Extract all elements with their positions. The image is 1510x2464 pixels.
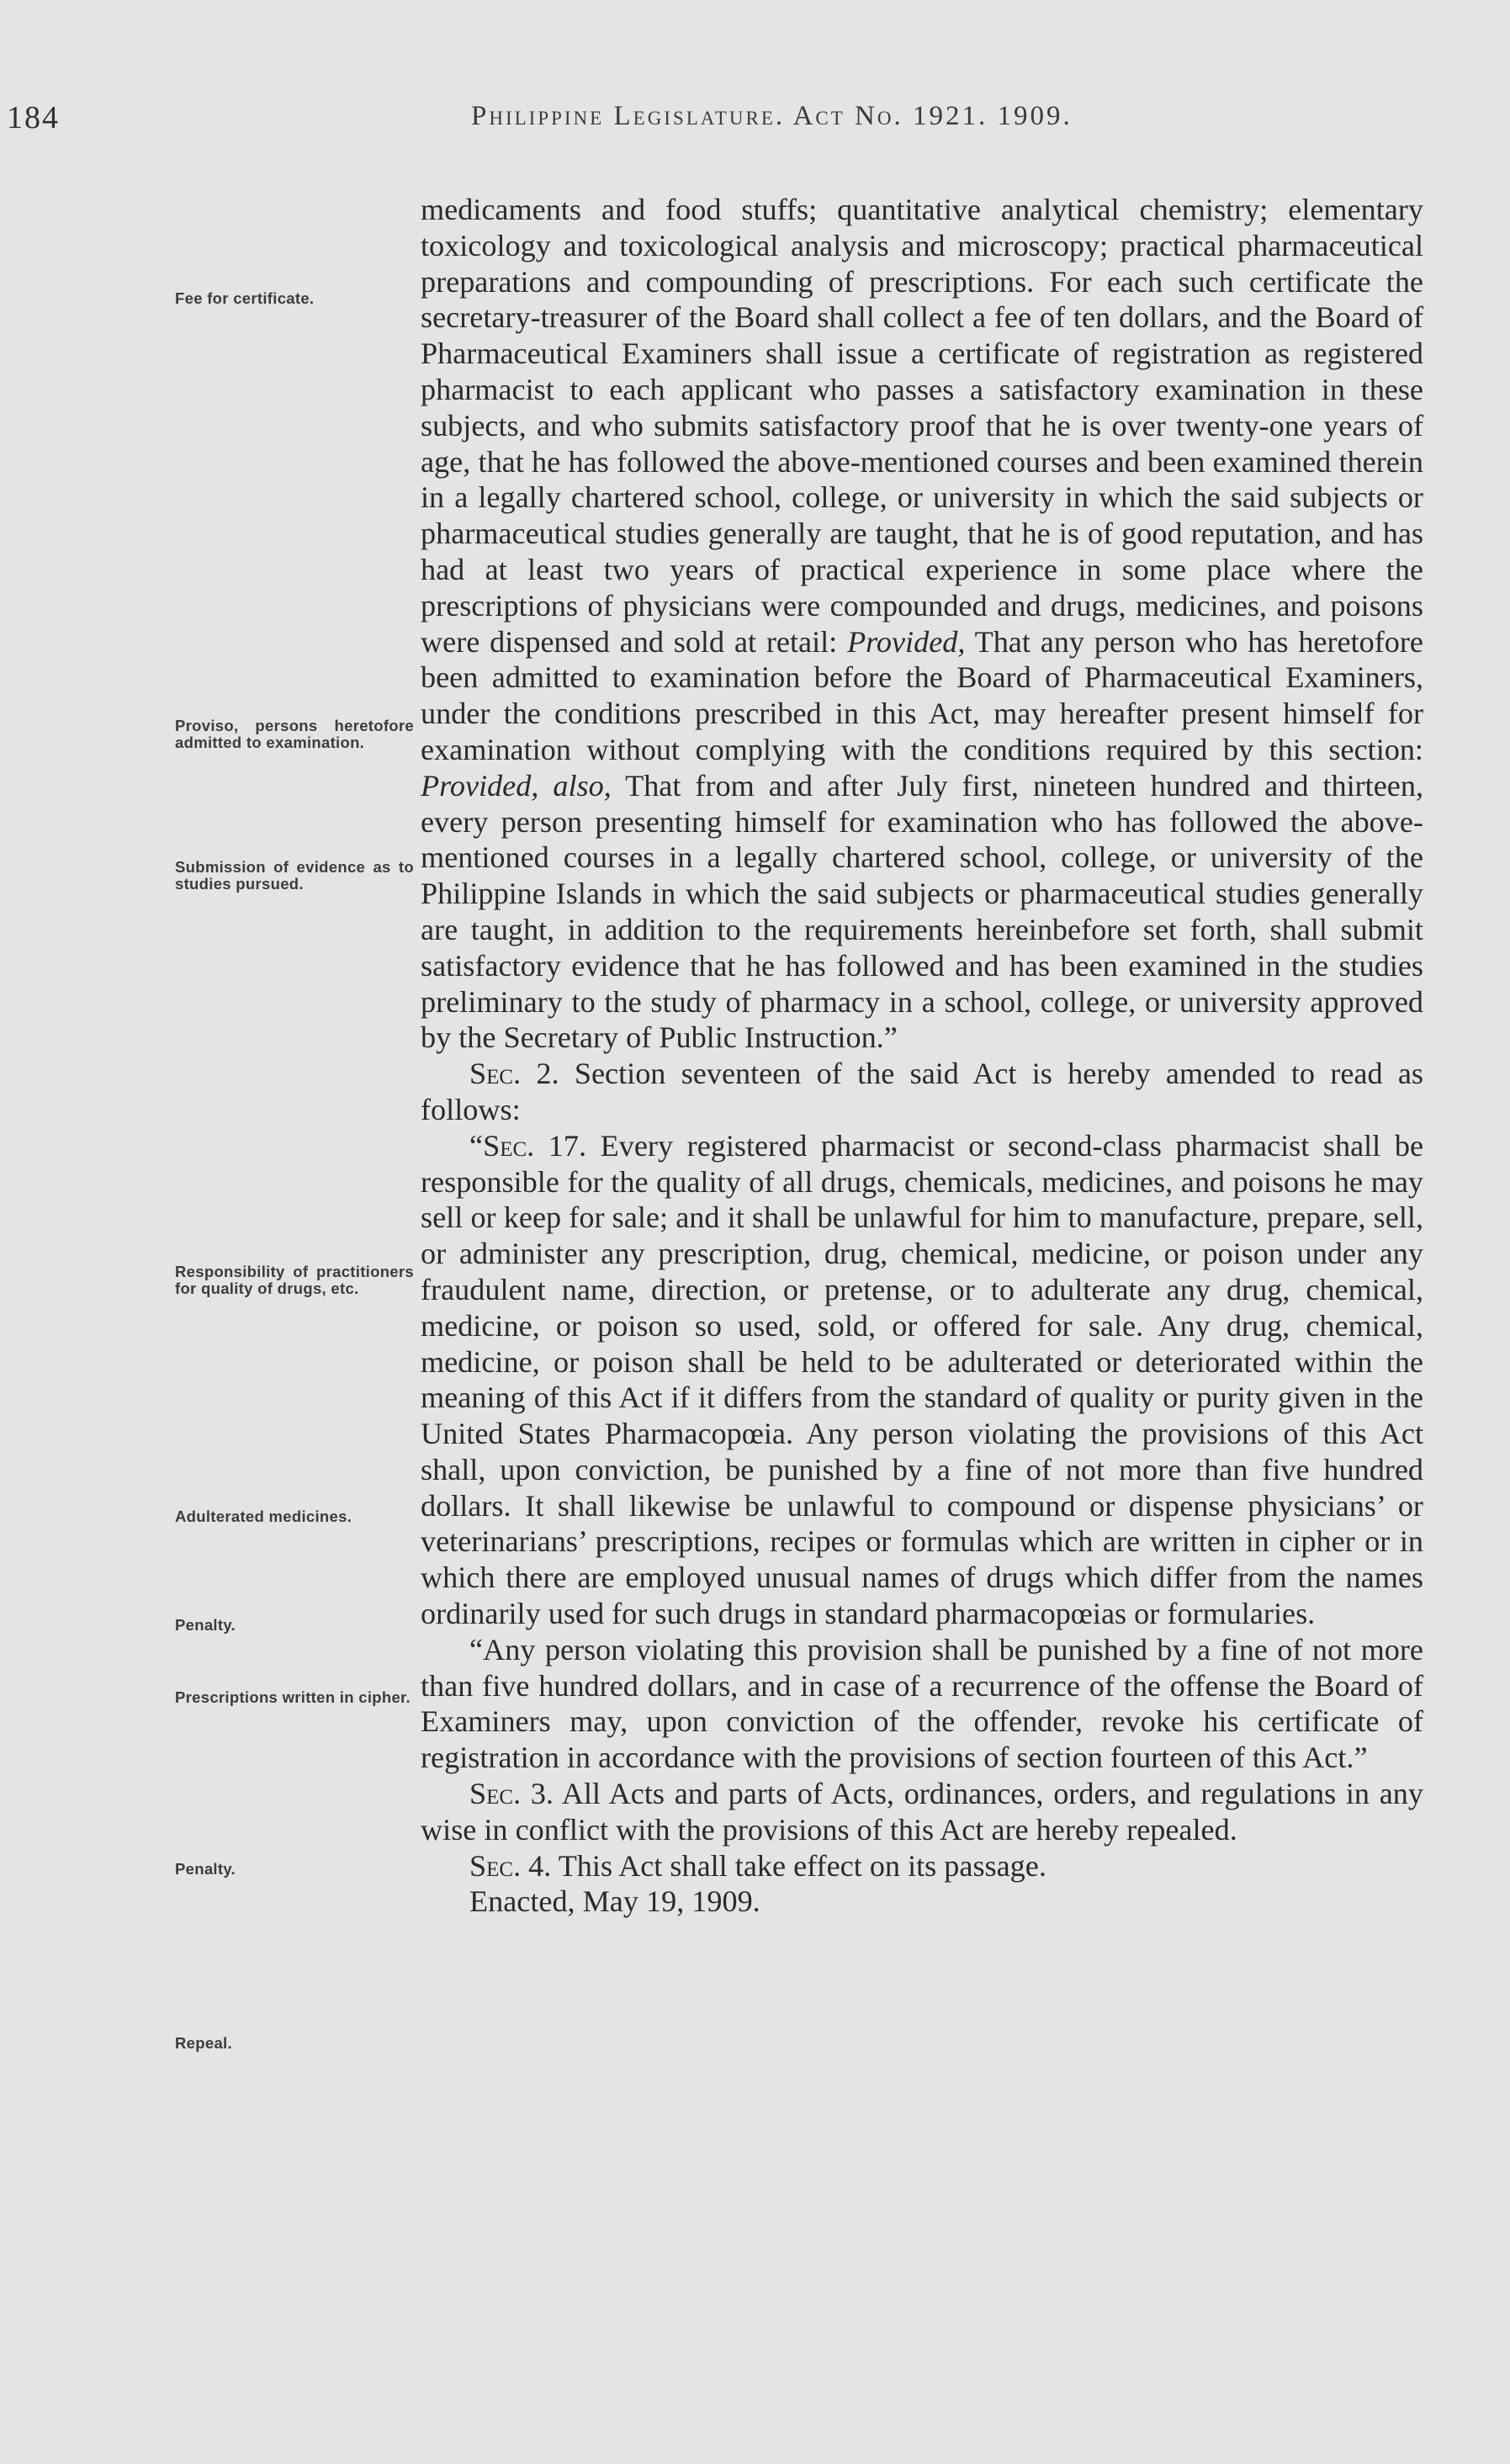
section-one-continuation [421, 192, 1423, 1056]
proviso-term: Provided, also, [421, 768, 612, 803]
act-body [421, 192, 1423, 1920]
side-note-fee-for-certificate: Fee for certificate. [175, 289, 315, 307]
side-note-penalty: Penalty. [175, 1616, 236, 1634]
text-segment: All Acts and parts of Acts, ordinances, orders, and regulations in any wise in conflict with the provisions of this Act are hereby repealed. [421, 1777, 1423, 1847]
proviso-term: Provided, [847, 624, 966, 659]
text-segment: medicaments and food stuffs; quantitative analytical chemistry; elementary toxicology and toxicological analysis and microscopy; practical pharmaceutical preparations and compounding of prescriptions. For each such certificate the secretary-treasurer of the Board shall collect a fee of ten dollars, and the Board of Pharmaceutical Examiners shall issue a certificate of registration as registered pharmacist to each applicant who passes a satisfactory examination in these subjects, and who submits satisfactory proof that he is over twenty-one years of age, that he has followed the above-mentioned courses and been examined therein in a legally chartered school, college, or university in which the said subjects or pharmaceutical studies generally are taught, that he is of good reputation, and has had at least two years of practical experience in some place where the prescriptions of physicians were compounded and drugs, medicines, and poisons were dispensed and sold at retail: [421, 193, 1423, 659]
enacted-date: Enacted, May 19, 1909. [469, 1884, 760, 1919]
section-four-paragraph [421, 1848, 1423, 1884]
text-segment: Every registered pharmacist or second-class pharmacist shall be responsible for the quality of all drugs, chemicals, medicines, and poisons he may sell or keep for sale; and it shall be unlawful for him to manufacture, prepare, sell, or administer any prescription, drug, chemical, medicine, or poison under any fraudulent name, direction, or pretense, or to adulterate any drug, chemical, medicine, or poison so used, sold, or offered for sale. Any drug, chemical, medicine, or poison shall be held to be adulterated or deteriorated within the meaning of this Act if it differs from the standard of quality or purity given in the United States Pharmacopœia. Any person violating the provisions of this Act shall, upon conviction, be punished by a fine of not more than five hundred dollars. It shall likewise be unlawful to compound or dispense physicians’ or veterinarians’ prescriptions, recipes or formulas which are written in cipher or in which there are employed unusual names of drugs which differ from the names ordinarily used for such drugs in standard pharmacopœias or formularies. [421, 1128, 1423, 1631]
section-seventeen-paragraph [421, 1128, 1423, 1632]
opening-quote: “ [469, 1128, 484, 1163]
side-note-prescriptions-in-cipher: Prescriptions written in cipher. [175, 1688, 411, 1706]
side-note-repeal: Repeal. [175, 2034, 232, 2052]
side-note-proviso-persons-admitted: Proviso, persons heretofore admitted to examination. [175, 717, 414, 751]
section-label: Sec. 17. [483, 1128, 587, 1163]
text-segment: This Act shall take effect on its passage. [551, 1848, 1046, 1883]
section-two-paragraph [421, 1056, 1423, 1128]
side-note-responsibility-of-practitioners: Responsibility of practitioners for quality of drugs, etc. [175, 1263, 414, 1297]
section-label: Sec. 3. [469, 1777, 554, 1811]
text-segment: Section seventeen of the said Act is hereby amended to read as follows: [421, 1057, 1423, 1126]
side-note-penalty-second: Penalty. [175, 1860, 236, 1878]
running-head: Philippine Legislature. Act No. 1921. 1909. [471, 101, 1073, 131]
section-label: Sec. 4. [469, 1848, 552, 1883]
side-note-adulterated-medicines: Adulterated medicines. [175, 1508, 352, 1525]
section-three-paragraph [421, 1776, 1423, 1848]
page-number: 184 [7, 100, 60, 135]
text-segment: That from and after July first, nineteen hundred and thirteen, every person presenting himself for examination who has followed the above-mentioned courses in a legally chartered school, college, or university of the Philippine Islands in which the said subjects or pharmaceutical studies generally are taught, in addition to the requirements hereinbefore set forth, shall submit satisfactory evidence that he has followed and has been examined in the studies preliminary to the study of pharmacy in a school, college, or university approved by the Secretary of Public Instruction.” [421, 768, 1423, 1055]
penalty-paragraph: “Any person violating this provision shall be punished by a fine of not more than five hundred dollars, and in case of a recurrence of the offense the Board of Examiners may, upon conviction of the offender, revoke his certificate of registration in accordance with the provisions of section fourteen of this Act.” [421, 1632, 1423, 1775]
section-label: Sec. 2. [469, 1057, 559, 1091]
side-note-submission-of-evidence: Submission of evidence as to studies pursued. [175, 858, 414, 893]
text-segment: That any person who has heretofore been admitted to examination before the Board of Pharmaceutical Examiners, under the conditions prescribed in this Act, may hereafter present himself for examination without complying with the conditions required by this section: [421, 624, 1423, 766]
